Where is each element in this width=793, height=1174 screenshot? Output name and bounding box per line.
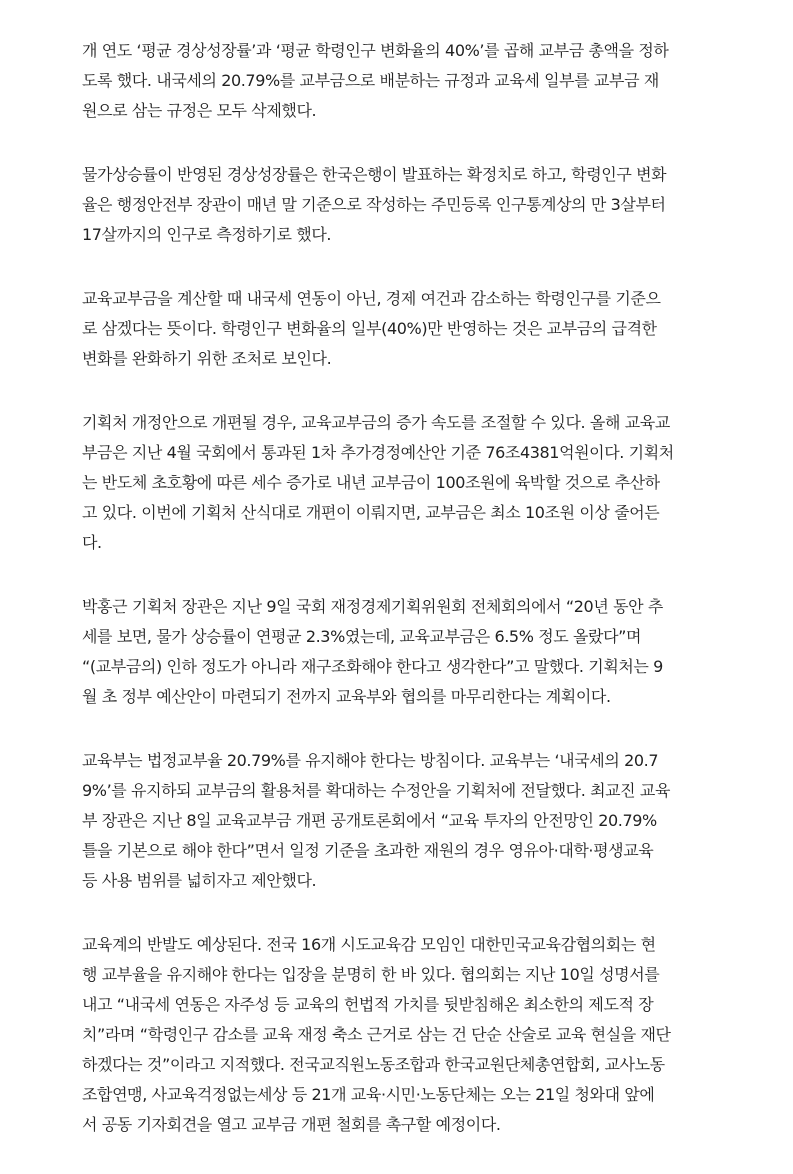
paragraph-line: 행 교부율을 유지해야 한다는 입장을 분명히 한 바 있다. 협의회는 지난 10일 성명서를 xyxy=(82,965,660,984)
paragraph-line: 서 공동 기자회견을 열고 교부금 개편 철회를 촉구할 예정이다. xyxy=(82,1115,501,1134)
paragraph-line: 내고 “내국세 연동은 자주성 등 교육의 헌법적 가치를 뒷받침해온 최소한의 제도적 장 xyxy=(82,995,654,1014)
paragraph-line: 는 반도체 초호황에 따른 세수 증가로 내년 교부금이 100조원에 육박할 것으로 추산하 xyxy=(82,473,660,492)
article-paragraph xyxy=(82,592,722,712)
paragraph-line: 부 장관은 지난 8일 교육교부금 개편 공개토론회에서 “교육 투자의 안전망인 20.79% xyxy=(82,811,657,830)
paragraph-line: 월 초 정부 예산안이 마련되기 전까지 교육부와 협의를 마무리한다는 계획이다. xyxy=(82,687,611,706)
paragraph-line: 다. xyxy=(82,533,102,552)
paragraph-line: 로 삼겠다는 뜻이다. 학령인구 변화율의 일부(40%)만 반영하는 것은 교부금의 급격한 xyxy=(82,319,657,338)
paragraph-line: 물가상승률이 반영된 경상성장률은 한국은행이 발표하는 확정치로 하고, 학령인구 변화 xyxy=(82,165,667,184)
paragraph-line: 틀을 기본으로 해야 한다”면서 일정 기준을 초과한 재원의 경우 영유아·대학·평생교육 xyxy=(82,841,654,860)
paragraph-line: 치”라며 “학령인구 감소를 교육 재정 축소 근거로 삼는 건 단순 산술로 교육 현실을 재단 xyxy=(82,1025,671,1044)
article-body xyxy=(82,36,722,1174)
paragraph-line: 원으로 삼는 규정은 모두 삭제했다. xyxy=(82,101,317,120)
paragraph-line: 기획처 개정안으로 개편될 경우, 교육교부금의 증가 속도를 조절할 수 있다. 올해 교육교 xyxy=(82,413,670,432)
paragraph-line: 부금은 지난 4월 국회에서 통과된 1차 추가경정예산안 기준 76조4381억원이다. 기획처 xyxy=(82,443,674,462)
paragraph-line: 개 연도 ‘평균 경상성장률’과 ‘평균 학령인구 변화율의 40%’를 곱해 교부금 총액을 정하 xyxy=(82,41,669,60)
paragraph-line: 교육계의 반발도 예상된다. 전국 16개 시도교육감 모임인 대한민국교육감협의회는 현 xyxy=(82,935,656,954)
article-paragraph xyxy=(82,746,722,896)
article-paragraph xyxy=(82,284,722,374)
paragraph-line: 율은 행정안전부 장관이 매년 말 기준으로 작성하는 주민등록 인구통계상의 만 3살부터 xyxy=(82,195,666,214)
paragraph-line: 하겠다는 것”이라고 지적했다. 전국교직원노동조합과 한국교원단체총연합회, 교사노동 xyxy=(82,1055,665,1074)
paragraph-line: “(교부금의) 인하 정도가 아니라 재구조화해야 한다고 생각한다”고 말했다. 기획처는 9 xyxy=(82,657,663,676)
article-paragraph xyxy=(82,36,722,126)
paragraph-line: 등 사용 범위를 넓히자고 제안했다. xyxy=(82,871,317,890)
article-paragraph xyxy=(82,930,722,1140)
article-paragraph xyxy=(82,160,722,250)
article-paragraph xyxy=(82,408,722,558)
paragraph-line: 변화를 완화하기 위한 조처로 보인다. xyxy=(82,349,332,368)
paragraph-line: 9%’를 유지하되 교부금의 활용처를 확대하는 수정안을 기획처에 전달했다. 최교진 교육 xyxy=(82,781,671,800)
paragraph-line: 박홍근 기획처 장관은 지난 9일 국회 재정경제기획위원회 전체회의에서 “20년 동안 추 xyxy=(82,597,663,616)
paragraph-line: 17살까지의 인구로 측정하기로 했다. xyxy=(82,225,332,244)
paragraph-line: 조합연맹, 사교육걱정없는세상 등 21개 교육·시민·노동단체는 오는 21일 청와대 앞에 xyxy=(82,1085,655,1104)
paragraph-line: 세를 보면, 물가 상승률이 연평균 2.3%였는데, 교육교부금은 6.5% 정도 올랐다”며 xyxy=(82,627,642,646)
paragraph-line: 교육교부금을 계산할 때 내국세 연동이 아닌, 경제 여건과 감소하는 학령인구를 기준으 xyxy=(82,289,661,308)
paragraph-line: 교육부는 법정교부율 20.79%를 유지해야 한다는 방침이다. 교육부는 ‘내국세의 20.7 xyxy=(82,751,659,770)
paragraph-line: 고 있다. 이번에 기획처 산식대로 개편이 이뤄지면, 교부금은 최소 10조원 이상 줄어든 xyxy=(82,503,660,522)
paragraph-line: 도록 했다. 내국세의 20.79%를 교부금으로 배분하는 규정과 교육세 일부를 교부금 재 xyxy=(82,71,659,90)
